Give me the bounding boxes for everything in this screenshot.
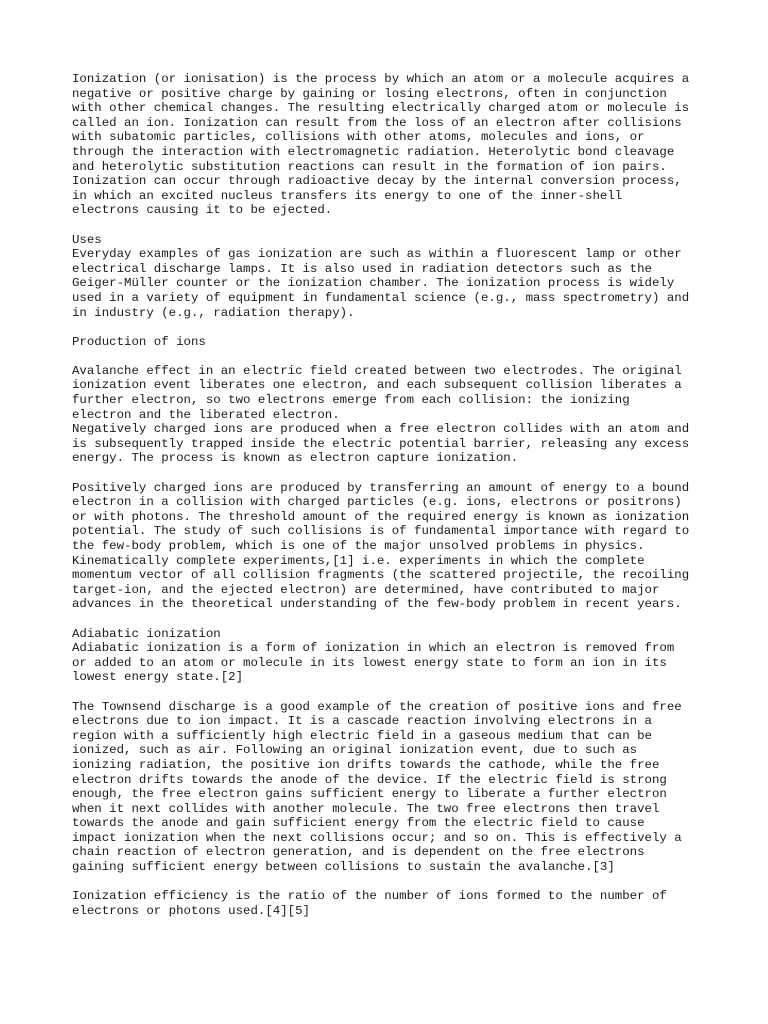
text-line: energy. The process is known as electron capture ionization. bbox=[72, 451, 519, 466]
document-body bbox=[72, 72, 712, 918]
text-line: impact ionization when the next collisions occur; and so on. This is effectively a bbox=[72, 830, 682, 845]
text-line bbox=[72, 320, 712, 335]
text-line bbox=[72, 685, 712, 700]
text-line: enough, the free electron gains sufficient energy to liberate a further electron bbox=[72, 787, 667, 802]
text-line: electrical discharge lamps. It is also used in radiation detectors such as the bbox=[72, 261, 652, 276]
text-line: Avalanche effect in an electric field created between two electrodes. The original bbox=[72, 363, 682, 378]
text-line: ionized, such as air. Following an original ionization event, due to such as bbox=[72, 743, 638, 758]
text-line: target-ion, and the ejected electron) are determined, have contributed to major bbox=[72, 582, 660, 597]
text-line: ionizing radiation, the positive ion drifts towards the cathode, while the free bbox=[72, 757, 660, 772]
text-line: momentum vector of all collision fragments (the scattered projectile, the recoiling bbox=[72, 568, 690, 583]
text-line: with subatomic particles, collisions with other atoms, molecules and ions, or bbox=[72, 130, 645, 145]
text-line: Negatively charged ions are produced when a free electron collides with an atom and bbox=[72, 422, 690, 437]
text-line: Production of ions bbox=[72, 334, 206, 349]
text-line: or with photons. The threshold amount of the required energy is known as ionization bbox=[72, 509, 690, 524]
text-line: Kinematically complete experiments,[1] i.e. experiments in which the complete bbox=[72, 553, 645, 568]
text-line: when it next collides with another molecule. The two free electrons then travel bbox=[72, 801, 660, 816]
text-line: potential. The study of such collisions is of fundamental importance with regard to bbox=[72, 524, 690, 539]
text-line: electron in a collision with charged particles (e.g. ions, electrons or positrons) bbox=[72, 495, 682, 510]
text-line: used in a variety of equipment in fundamental science (e.g., mass spectrometry) and bbox=[72, 290, 690, 305]
text-line: The Townsend discharge is a good example of the creation of positive ions and free bbox=[72, 699, 682, 714]
text-line: electron drifts towards the anode of the device. If the electric field is strong bbox=[72, 772, 667, 787]
text-line bbox=[72, 349, 712, 364]
text-line: Geiger-Müller counter or the ionization chamber. The ionization process is widely bbox=[72, 276, 675, 291]
text-line: Positively charged ions are produced by transferring an amount of energy to a bound bbox=[72, 480, 690, 495]
text-line: in which an excited nucleus transfers its energy to one of the inner-shell bbox=[72, 188, 623, 203]
text-line: Adiabatic ionization bbox=[72, 626, 221, 641]
text-line bbox=[72, 612, 712, 627]
text-line: electrons due to ion impact. It is a cascade reaction involving electrons in a bbox=[72, 714, 652, 729]
text-line bbox=[72, 218, 712, 233]
text-line: called an ion. Ionization can result from the loss of an electron after collisions bbox=[72, 115, 682, 130]
text-line: further electron, so two electrons emerge from each collision: the ionizing bbox=[72, 393, 630, 408]
text-line: electrons or photons used.[4][5] bbox=[72, 903, 310, 918]
text-line: Uses bbox=[72, 232, 102, 247]
text-line: advances in the theoretical understanding of the few-body problem in recent years. bbox=[72, 597, 682, 612]
text-line: ionization event liberates one electron, and each subsequent collision liberates a bbox=[72, 378, 682, 393]
text-line bbox=[72, 466, 712, 481]
text-line: in industry (e.g., radiation therapy). bbox=[72, 305, 355, 320]
text-line bbox=[72, 875, 712, 890]
text-line: Ionization can occur through radioactive decay by the internal conversion process, bbox=[72, 174, 682, 189]
text-line: electrons causing it to be ejected. bbox=[72, 203, 333, 218]
text-line: is subsequently trapped inside the electric potential barrier, releasing any excess bbox=[72, 436, 690, 451]
text-line: gaining sufficient energy between collisions to sustain the avalanche.[3] bbox=[72, 860, 615, 875]
text-line: the few-body problem, which is one of the major unsolved problems in physics. bbox=[72, 539, 645, 553]
text-line: negative or positive charge by gaining or losing electrons, often in conjunction bbox=[72, 86, 667, 101]
text-line: Ionization (or ionisation) is the process by which an atom or a molecule acquires a bbox=[72, 72, 690, 86]
text-line: with other chemical changes. The resulting electrically charged atom or molecule is bbox=[72, 101, 690, 116]
text-line: or added to an atom or molecule in its lowest energy state to form an ion in its bbox=[72, 655, 667, 670]
text-line: Ionization efficiency is the ratio of the number of ions formed to the number of bbox=[72, 889, 667, 904]
text-line: region with a sufficiently high electric field in a gaseous medium that can be bbox=[72, 728, 652, 743]
text-line: Adiabatic ionization is a form of ionization in which an electron is removed from bbox=[72, 641, 675, 656]
text-line: chain reaction of electron generation, and is dependent on the free electrons bbox=[72, 845, 645, 860]
text-line: Everyday examples of gas ionization are such as within a fluorescent lamp or other bbox=[72, 247, 682, 262]
text-line: through the interaction with electromagnetic radiation. Heterolytic bond cleavage bbox=[72, 144, 675, 159]
text-line: lowest energy state.[2] bbox=[72, 670, 244, 685]
text-line: and heterolytic substitution reactions can result in the formation of ion pairs. bbox=[72, 159, 667, 174]
text-line: towards the anode and gain sufficient energy from the electric field to cause bbox=[72, 816, 645, 831]
text-line: electron and the liberated electron. bbox=[72, 407, 340, 422]
